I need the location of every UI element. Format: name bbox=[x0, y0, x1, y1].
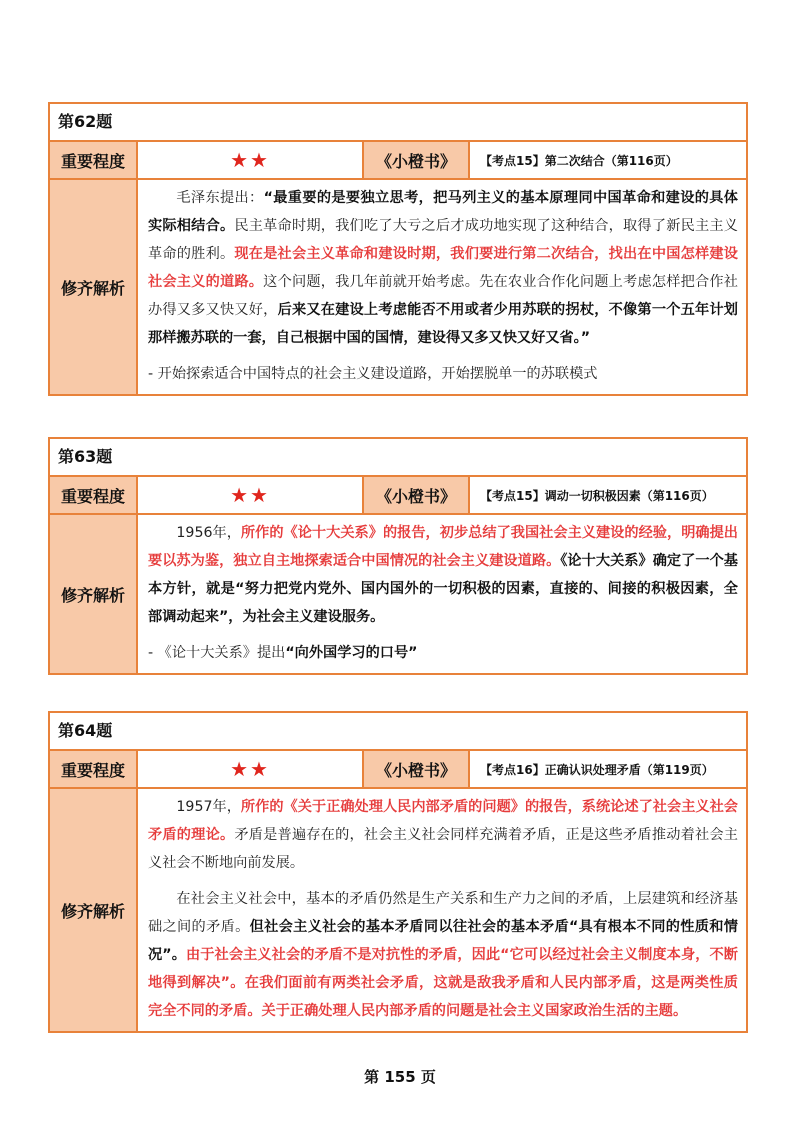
text: - 《论十大关系》提出 bbox=[148, 645, 286, 661]
question-meta-row bbox=[50, 142, 746, 180]
question-title: 第62题 bbox=[50, 104, 746, 142]
highlight-text: 所作的《论十大关系》的报告，初步总结了我国社会主义建设的经验，明确提出要以苏为鉴，独立自主地探索适合中国情况的社会主义建设道路。 bbox=[148, 525, 738, 569]
analysis-label: 修齐解析 bbox=[50, 789, 138, 1031]
question-title: 第64题 bbox=[50, 713, 746, 751]
highlight-text: 在我们面前有两类社会矛盾，这就是敌我矛盾和人民内部矛盾，这是两类性质完全不同的矛盾。 bbox=[148, 975, 738, 1019]
question-62 bbox=[48, 102, 748, 396]
highlight-text: 现在是社会主义革命和建设时期，我们要进行第二次结合，找出在中国怎样建设社会主义的道路。 bbox=[148, 246, 738, 290]
reference-text: 【考点15】第二次结合（第116页） bbox=[480, 153, 678, 168]
bold-text: 后来又在建设上考虑能否不用或者少用苏联的拐杖，不像第一个五年计划那样搬苏联的一套，自己根据中国的国情，建设得又多又快又好又省。” bbox=[148, 302, 738, 346]
importance-stars: ★★ bbox=[138, 477, 364, 513]
question-meta-row bbox=[50, 751, 746, 789]
note bbox=[148, 639, 738, 667]
question-body bbox=[50, 515, 746, 673]
bold-text: “向外国学习的口号” bbox=[285, 645, 418, 661]
importance-stars: ★★ bbox=[138, 142, 364, 178]
paragraph bbox=[148, 885, 738, 1025]
bold-text: 但社会主义社会的基本矛盾同以往社会的基本矛盾“具有根本不同的性质和情况”。 bbox=[148, 919, 738, 963]
question-body bbox=[50, 789, 746, 1031]
paragraph bbox=[148, 184, 738, 352]
paragraph bbox=[148, 519, 738, 631]
question-63 bbox=[48, 437, 748, 675]
paragraph bbox=[148, 793, 738, 877]
note: - 开始探索适合中国特点的社会主义建设道路，开始摆脱单一的苏联模式 bbox=[148, 366, 598, 382]
text: 矛盾是普遍存在的，社会主义社会同样充满着矛盾，正是这些矛盾推动着社会主义社会不断地向前发展。 bbox=[148, 827, 738, 871]
page-number: 第 155 页 bbox=[364, 1068, 436, 1086]
text: 1957年， bbox=[176, 799, 241, 815]
question-body bbox=[50, 180, 746, 394]
importance-stars: ★★ bbox=[138, 751, 364, 787]
text: 在社会主义社会中，基本的矛盾仍然是生产关系和生产力之间的矛盾，上层建筑和经济基础之间的矛盾。 bbox=[148, 891, 738, 935]
book-label: 《小橙书》 bbox=[364, 477, 470, 513]
reference-text: 【考点16】正确认识处理矛盾（第119页） bbox=[480, 762, 714, 777]
importance-label: 重要程度 bbox=[50, 751, 138, 787]
text: 毛泽东提出： bbox=[176, 190, 264, 206]
book-label: 《小橙书》 bbox=[364, 142, 470, 178]
highlight-text: 所作的《关于正确处理人民内部矛盾的问题》的报告，系统论述了社会主义社会矛盾的理论。 bbox=[148, 799, 738, 843]
analysis-content bbox=[138, 180, 746, 394]
book-label: 《小橙书》 bbox=[364, 751, 470, 787]
bold-text: 《论十大关系》确定了一个基本方针，就是“努力把党内党外、国内国外的一切积极的因素，直接的、间接的积极因素，全部调动起来”，为社会主义建设服务。 bbox=[148, 553, 738, 625]
importance-label: 重要程度 bbox=[50, 477, 138, 513]
analysis-content bbox=[138, 515, 746, 673]
reference-text: 【考点15】调动一切积极因素（第116页） bbox=[480, 488, 714, 503]
analysis-label: 修齐解析 bbox=[50, 180, 138, 394]
importance-label: 重要程度 bbox=[50, 142, 138, 178]
text: 这个问题，我几年前就开始考虑。先在农业合作化问题上考虑怎样把合作社办得又多又快又好， bbox=[148, 274, 738, 318]
text: 民主革命时期，我们吃了大亏之后才成功地实现了这种结合，取得了新民主主义革命的胜利。 bbox=[148, 218, 738, 262]
highlight-text: 关于正确处理人民内部矛盾的问题是社会主义国家政治生活的主题。 bbox=[261, 1003, 688, 1019]
bold-text: “最重要的是要独立思考，把马列主义的基本原理同中国革命和建设的具体实际相结合。 bbox=[148, 190, 738, 234]
highlight-text: 由于社会主义社会的矛盾不是对抗性的矛盾，因此“它可以经过社会主义制度本身，不断地得到解决”。 bbox=[148, 947, 738, 991]
analysis-content bbox=[138, 789, 746, 1031]
question-meta-row bbox=[50, 477, 746, 515]
analysis-label: 修齐解析 bbox=[50, 515, 138, 673]
question-title: 第63题 bbox=[50, 439, 746, 477]
text: 1956年， bbox=[176, 525, 241, 541]
question-64 bbox=[48, 711, 748, 1033]
